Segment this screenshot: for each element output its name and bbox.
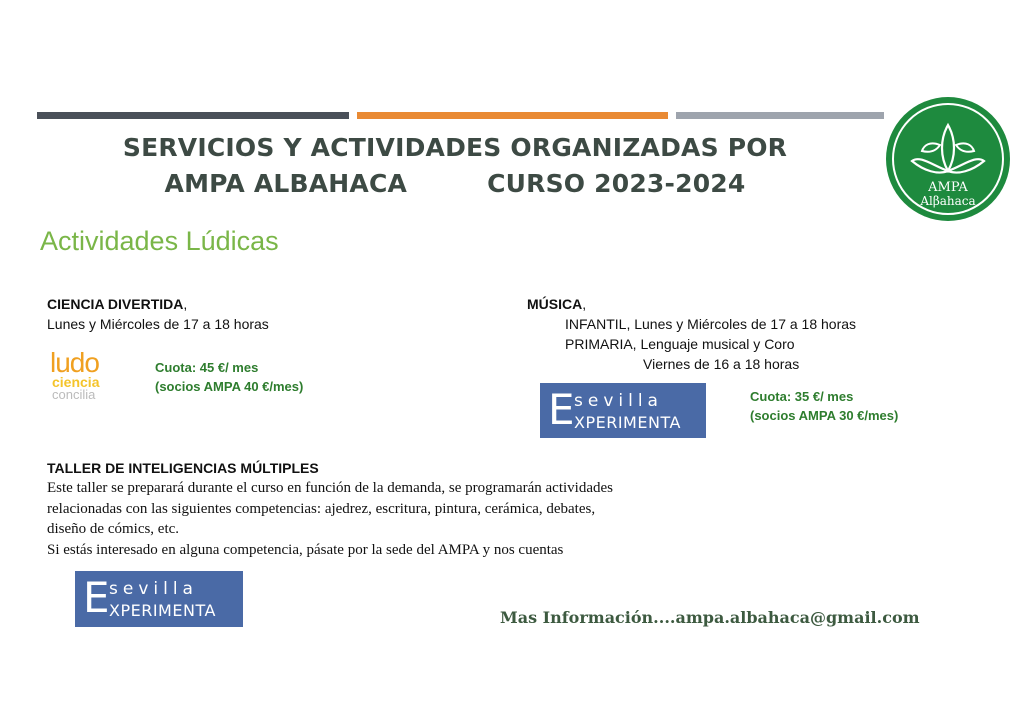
logo-text-top: AMPA (928, 180, 968, 195)
musica-fee-price: Cuota: 35 €/ mes (750, 389, 854, 404)
sevilla-logo-xperimenta: XPERIMENTA (574, 413, 681, 432)
musica-infantil: INFANTIL, Lunes y Miércoles de 17 a 18 horas (565, 316, 857, 332)
title-curso: CURSO 2023-2024 (487, 169, 746, 198)
title-line-2 (40, 166, 870, 202)
title-line-1: SERVICIOS Y ACTIVIDADES ORGANIZADAS POR (122, 133, 788, 162)
title-ampa: AMPA ALBAHACA (164, 169, 408, 198)
sevilla-experimenta-logo (540, 383, 706, 438)
musica-block (527, 294, 856, 374)
page-title (40, 130, 870, 202)
taller-line-2: relacionadas con las siguientes competencias: ajedrez, escritura, pintura, cerámica, debates, (47, 500, 596, 517)
taller-line-4: Si estás interesado en alguna competencia, pásate por la sede del AMPA y nos cuentas (47, 541, 564, 558)
sevilla-logo-sevilla: sevilla (574, 391, 663, 411)
musica-primaria: PRIMARIA, Lenguaje musical y Coro (565, 336, 795, 352)
ciencia-title-comma: , (183, 296, 188, 312)
sevilla-logo-xperimenta: XPERIMENTA (109, 601, 216, 620)
divider-bar-dark (37, 112, 349, 119)
musica-fee (750, 387, 898, 425)
ludo-logo-l2: ciencia (52, 374, 100, 390)
taller-line-3: diseño de cómics, etc. (47, 521, 180, 537)
ludo-logo-l1: ludo (50, 347, 99, 378)
ludo-ciencia-logo (50, 347, 130, 410)
taller-block (47, 458, 867, 560)
divider-bar-orange (357, 112, 668, 119)
musica-title: MÚSICA (527, 296, 583, 312)
musica-fee-members: (socios AMPA 30 €/mes) (750, 408, 899, 423)
ludo-logo-l3: concilia (52, 387, 96, 402)
musica-viernes: Viernes de 16 a 18 horas (643, 356, 800, 372)
contact-info: Mas Información....ampa.albahaca@gmail.com (500, 608, 920, 627)
section-title: Actividades Lúdicas (40, 226, 279, 256)
ciencia-title: CIENCIA DIVERTIDA (47, 296, 184, 312)
logo-text-bottom: Alβahaca (920, 194, 976, 208)
ciencia-schedule: Lunes y Miércoles de 17 a 18 horas (47, 316, 269, 332)
taller-title: TALLER DE INTELIGENCIAS MÚLTIPLES (47, 460, 319, 476)
sevilla-logo-sevilla: sevilla (109, 579, 198, 599)
divider-bar-grey (676, 112, 884, 119)
sevilla-logo-e: E (83, 573, 110, 622)
sevilla-experimenta-logo-2 (75, 571, 243, 627)
taller-line-1: Este taller se preparará durante el curso en función de la demanda, se programarán actividades (47, 480, 613, 496)
ciencia-fee (155, 358, 303, 396)
ciencia-fee-price: Cuota: 45 €/ mes (155, 360, 259, 375)
ciencia-block (47, 294, 269, 334)
ampa-albahaca-logo (884, 95, 1012, 223)
ciencia-fee-members: (socios AMPA 40 €/mes) (155, 379, 304, 394)
sevilla-logo-e: E (548, 385, 575, 434)
musica-title-comma: , (582, 296, 587, 312)
